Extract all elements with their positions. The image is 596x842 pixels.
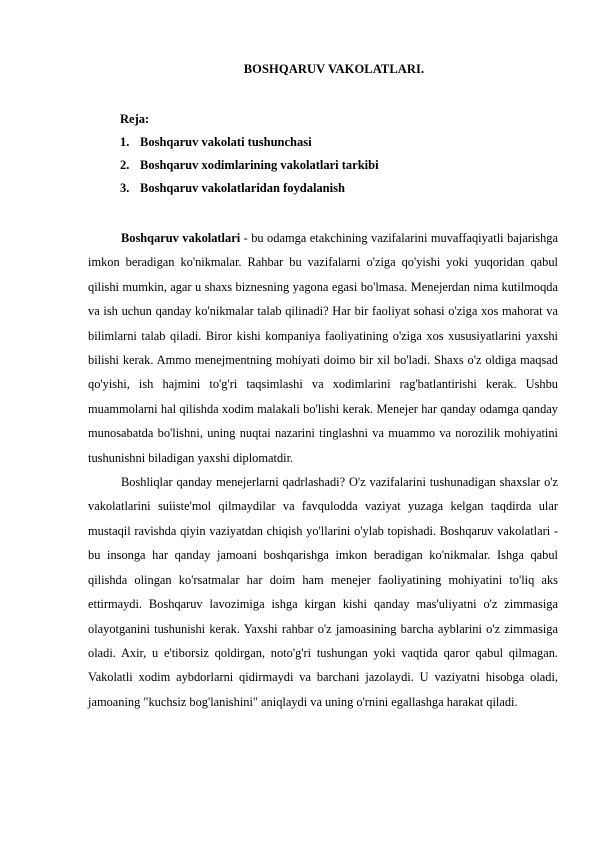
defined-term: Boshqaruv vakolatlari [121,231,241,245]
plan-item-number: 3. [120,181,130,195]
document-title: BOSHQARUV VAKOLATLARI. [243,62,425,76]
plan-item-3 [120,177,379,200]
body-text [88,226,558,714]
paragraph-text: Boshliqlar qanday menejerlarni qadrlashadi? O'z vazifalarini tushunadigan shaxslar o'z vakolatlarini suiiste'mol qilmaydilar va favqulodda vaziyat yuzaga kelgan taqdirda ular mustaqil ravishda qiyin vaziyatdan chiqish yo'llarini o'ylab topishadi. Boshqaruv vakolatlari - bu insonga har qanday jamoani boshqarishga imkon beradigan ko'nikmalar. Ishga qabul qilishda olingan ko'rsatmalar har doim ham menejer faoliyatining mohiyatini to'liq aks ettirmaydi. Boshqaruv lavozimiga ishga kirgan kishi qanday mas'uliyatni o'z zimmasiga olayotganini tushunishi kerak. Yaxshi rahbar o'z jamoasining barcha ayblarini o'z zimmasiga oladi. Axir, u e'tiborsiz qoldirgan, noto'g'ri tushungan yoki vaqtida qaror qabul qilmagan. Vakolatli xodim aybdorlarni qidirmaydi va barchani jazolaydi. U vaziyatni hisobga oladi, jamoaning "kuchsiz bog'lanishini" aniqlaydi va uning o'rnini egallashga harakat qiladi. [88,475,558,709]
paragraph-text: - bu odamga etakchining vazifalarini muvaffaqiyatli bajarishga imkon beradigan ko'nikmalar. Rahbar bu vazifalarni o'ziga qo'yishi yoki yuqoridan qabul qilishi mumkin, agar u shaxs biznesning yagona egasi bo'lmasa. Menejerdan nima kutilmoqda va ish uchun qanday ko'nikmalar talab qilinadi? Har bir faoliyat sohasi o'ziga xos mahorat va bilimlarni talab qiladi. Biror kishi kompaniya faoliyatining o'ziga xos xususiyatlarini yaxshi bilishi kerak. Ammo menejmentning mohiyati doimo bir xil bo'ladi. Shaxs o'z oldiga maqsad qo'yishi, ish hajmini to'g'ri taqsimlashi va xodimlarini rag'batlantirishi kerak. Ushbu muammolarni hal qilishda xodim malakali bo'lishi kerak. Menejer har qanday odamga qanday munosabatda bo'lishni, uning nuqtai nazarini tinglashni va muammo va norozilik mohiyatini tushunishni biladigan yaxshi diplomatdir. [88,231,558,465]
paragraph-definition [88,226,558,470]
plan-item-number: 1. [120,135,130,149]
paragraph-managers [88,470,558,714]
plan-item-text: Boshqaruv vakolatlaridan foydalanish [140,181,345,195]
plan-section [120,108,379,200]
plan-heading: Reja: [120,112,150,126]
plan-item-text: Boshqaruv vakolati tushunchasi [140,135,312,149]
plan-item-text: Boshqaruv xodimlarining vakolatlari tarkibi [140,158,379,172]
plan-item-2 [120,154,379,177]
plan-item-number: 2. [120,158,130,172]
plan-item-1 [120,131,379,154]
